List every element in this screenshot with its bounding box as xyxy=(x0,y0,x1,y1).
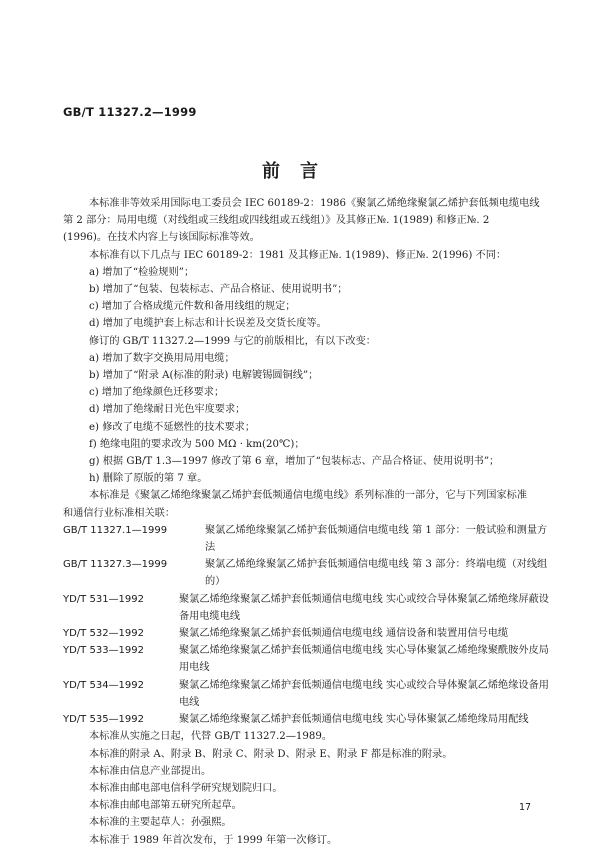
reference-code: YD/T 532—1992 xyxy=(63,628,145,640)
reference-title: 聚氯乙烯绝缘聚氯乙烯护套低频通信电缆电线 第 1 部分：一般试验和测量方法 xyxy=(205,524,548,554)
list-item: a) 增加了数字交换用局用电缆； xyxy=(89,352,235,364)
reference-row xyxy=(63,711,549,728)
page-number: 17 xyxy=(519,802,532,813)
list-item: c) 增加了绝缘颜色迁移要求； xyxy=(89,387,225,399)
closing-line: 本标准由邮电部第五研究所起草。 xyxy=(89,800,242,812)
reference-title: 聚氯乙烯绝缘聚氯乙烯护套低频通信电缆电线 第 3 部分：终端电缆（对线组的） xyxy=(205,559,548,588)
reference-code: GB/T 11327.3—1999 xyxy=(63,559,168,571)
reference-row xyxy=(63,522,549,556)
reference-title: 聚氯乙烯绝缘聚氯乙烯护套低频通信电缆电线 实心导体聚氯乙烯绝缘聚酰胺外皮局用电线 xyxy=(179,645,549,674)
reference-title: 聚氯乙烯绝缘聚氯乙烯护套低频通信电缆电线 实心或绞合导体聚氯乙烯绝缘屏蔽设备用电缆电线 xyxy=(179,593,549,622)
closing-line: 本标准从实施之日起，代替 GB/T 11327.2—1989。 xyxy=(89,731,333,743)
closing-line: 本标准的附录 A、附录 B、附录 C、附录 D、附录 E、附录 F 都是标准的附录。 xyxy=(89,748,453,760)
list-item: b) 增加了“包装、包装标志、产品合格证、使用说明书”； xyxy=(89,284,348,296)
reference-title: 聚氯乙烯绝缘聚氯乙烯护套低频通信电缆电线 通信设备和装置用信号电缆 xyxy=(179,628,509,640)
intro-paragraph-line: 本标准非等效采用国际电工委员会 IEC 60189-2：1986《聚氯乙烯绝缘聚氯乙烯护套低频电缆电线 xyxy=(89,198,540,209)
closing-line: 本标准由信息产业部提出。 xyxy=(89,765,212,777)
reference-row xyxy=(63,556,549,590)
list-item: h) 删除了原版的第 7 章。 xyxy=(89,473,208,485)
differences-paragraph: 本标准有以下几点与 IEC 60189-2：1981 及其修正№. 1(1989)、修正№. 2(1996) 不同： xyxy=(89,249,507,261)
closing-line: 本标准的主要起草人：孙强熙。 xyxy=(89,817,232,829)
list-item: f) 绝缘电阻的要求改为 500 MΩ · km(20℃)； xyxy=(89,438,305,450)
standard-code: GB/T 11327.2—1999 xyxy=(63,105,197,119)
reference-row xyxy=(63,591,549,625)
page-title: 前言 xyxy=(262,161,338,182)
list-item: d) 增加了电缆护套上标志和计长误差及交货长度等。 xyxy=(89,318,327,330)
reference-code: YD/T 534—1992 xyxy=(63,679,145,691)
reference-code: YD/T 533—1992 xyxy=(63,645,145,657)
series-paragraph-line: 本标准是《聚氯乙烯绝缘聚氯乙烯护套低频通信电缆电线》系列标准的一部分，它与下列国家标准 xyxy=(89,490,528,502)
reference-row xyxy=(63,677,549,711)
list-item: g) 根据 GB/T 1.3—1997 修改了第 6 章，增加了“包装标志、产品合格证、使用说明书”； xyxy=(89,456,500,468)
list-item: c) 增加了合格成缆元件数和备用线组的规定； xyxy=(89,301,296,313)
revision-paragraph: 修订的 GB/T 11327.2—1999 与它的前版相比，有以下改变： xyxy=(89,335,376,347)
reference-title: 聚氯乙烯绝缘聚氯乙烯护套低频通信电缆电线 实心导体聚氯乙烯绝缘局用配线 xyxy=(179,714,529,726)
list-item: e) 修改了电缆不延燃性的技术要求； xyxy=(89,421,256,433)
reference-row xyxy=(63,642,549,676)
series-paragraph-line: 和通信行业标准相关联： xyxy=(63,507,176,519)
list-item: a) 增加了“检验规则”； xyxy=(89,266,195,278)
list-item: b) 增加了“附录 A(标准的附录) 电解镀锡圆铜线”； xyxy=(89,370,319,382)
intro-paragraph-line: 第 2 部分：局用电缆（对线组或三线组或四线组或五线组）》及其修正№. 1(1989) 和修正№. 2 xyxy=(63,215,490,227)
reference-code: YD/T 535—1992 xyxy=(63,714,145,726)
closing-line: 本标准由邮电部电信科学研究规划院归口。 xyxy=(89,782,283,794)
list-item: d) 增加了绝缘耐日光色牢度要求； xyxy=(89,404,246,416)
reference-code: GB/T 11327.1—1999 xyxy=(63,524,168,536)
reference-title: 聚氯乙烯绝缘聚氯乙烯护套低频通信电缆电线 实心或绞合导体聚氯乙烯绝缘设备用电线 xyxy=(179,679,549,708)
reference-row xyxy=(63,625,549,642)
reference-code: YD/T 531—1992 xyxy=(63,593,145,605)
document-body xyxy=(63,195,549,849)
closing-line: 本标准于 1989 年首次发布，于 1999 年第一次修订。 xyxy=(89,834,338,846)
intro-paragraph-line: (1996)。在技术内容上与该国际标准等效。 xyxy=(63,232,260,244)
